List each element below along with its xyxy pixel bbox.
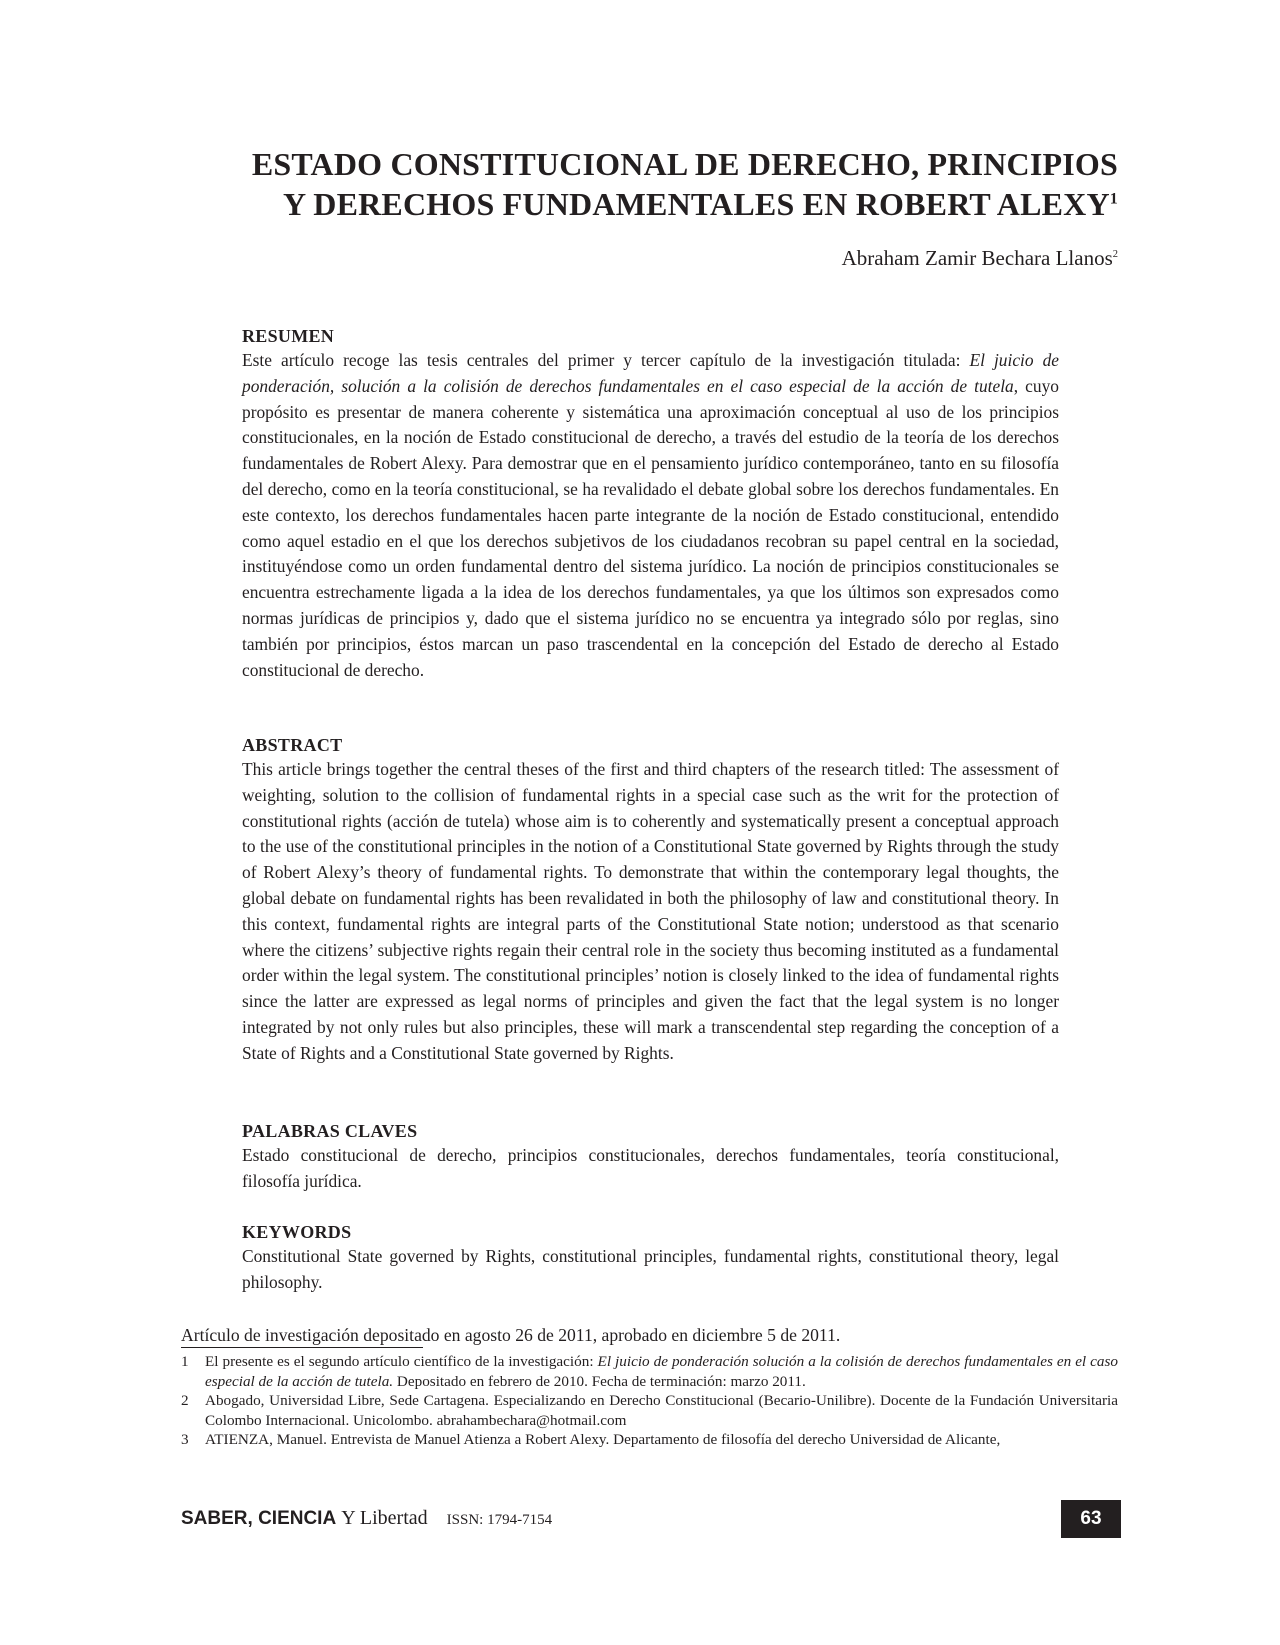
author-name: Abraham Zamir Bechara Llanos xyxy=(841,246,1113,270)
resumen-section xyxy=(242,324,1059,683)
article-title xyxy=(150,144,1118,224)
journal-name-regular: Y Libertad xyxy=(341,1507,428,1529)
footnote-number: 3 xyxy=(181,1431,189,1448)
resumen-heading: RESUMEN xyxy=(242,326,335,346)
footnote-number: 1 xyxy=(181,1353,189,1370)
journal-name-bold: SABER, CIENCIA xyxy=(181,1508,337,1529)
footnote-divider xyxy=(181,1347,423,1348)
footnote-number: 2 xyxy=(181,1392,189,1409)
keywords-section xyxy=(242,1220,1059,1296)
resumen-text-italic: El juicio de ponderación, solución a la colisión de derechos fundamentales en el caso especial de la acción de tutela xyxy=(242,350,1060,396)
footnote-text: El presente es el segundo artículo científico de la investigación: xyxy=(205,1353,598,1370)
footnote-2 xyxy=(181,1391,1118,1430)
resumen-text xyxy=(242,348,1059,683)
keywords-heading: KEYWORDS xyxy=(242,1222,352,1242)
title-line-1: ESTADO CONSTITUCIONAL DE DERECHO, PRINCIPIOS xyxy=(251,146,1118,182)
footnote-text-italic: El juicio de ponderación solución a la colisión de derechos fundamentales en el caso especial de la acción de tutela. xyxy=(205,1353,1118,1390)
keywords-text: Constitutional State governed by Rights, constitutional principles, fundamental rights, constitutional theory, legal philosophy. xyxy=(242,1246,1059,1292)
author xyxy=(600,244,1118,272)
abstract-heading: ABSTRACT xyxy=(242,735,343,755)
palabras-claves-section xyxy=(242,1119,1059,1195)
palabras-claves-heading: PALABRAS CLAVES xyxy=(242,1121,418,1141)
footnote-3 xyxy=(181,1430,1118,1450)
abstract-text: This article brings together the central theses of the first and third chapters of the research titled: The assessment of weighting, solution to the collision of fundamental rights in a special case such as the writ for the protection of constitutional rights (acción de tutela) whose aim is to coherently and systematically present a conceptual approach to the use of the constitutional principles in the notion of a Constitutional State governed by Rights through the study of Robert Alexy’s theory of fundamental rights. To demonstrate that within the contemporary legal thoughts, the global debate on fundamental rights has been revalidated in both the philosophy of law and constitutional theory. In this context, fundamental rights are integral parts of the Constitutional State notion; understood as that scenario where the citizens’ subjective rights regain their central role in the society thus becoming instituted as a fundamental order within the legal system. The constitutional principles’ notion is closely linked to the idea of fundamental rights since the latter are expressed as legal norms of principles and given the fact that the legal system is no longer integrated by not only rules but also principles, these will mark a transcendental step regarding the conception of a State of Rights and a Constitutional State governed by Rights. xyxy=(242,759,1059,1063)
footnote-text: Abogado, Universidad Libre, Sede Cartagena. Especializando en Derecho Constitucional (Becario-Unilibre). Docente de la Fundación Universitaria Colombo Internacional. Unicolombo. abrahambechara@hotmail.com xyxy=(205,1392,1118,1429)
footnote-text: ATIENZA, Manuel. Entrevista de Manuel Atienza a Robert Alexy. Departamento de filosofía del derecho Universidad de Alicante, xyxy=(205,1431,1001,1448)
title-line-2 xyxy=(150,184,1118,224)
issn: ISSN: 1794-7154 xyxy=(446,1512,553,1528)
resumen-text-intro: Este artículo recoge las tesis centrales del primer y tercer capítulo de la investigación titulada: xyxy=(242,350,970,370)
footnotes xyxy=(181,1352,1118,1450)
footnote-text-after: Depositado en febrero de 2010. Fecha de terminación: marzo 2011. xyxy=(393,1372,806,1390)
author-footnote-ref[interactable]: 2 xyxy=(1112,249,1118,260)
abstract-section xyxy=(242,733,1059,1067)
palabras-claves-text: Estado constitucional de derecho, principios constitucionales, derechos fundamentales, teoría constitucional, filosofía jurídica. xyxy=(242,1145,1059,1191)
article-note: Artículo de investigación depositado en agosto 26 de 2011, aprobado en diciembre 5 de 2011. xyxy=(181,1325,841,1345)
page-footer xyxy=(181,1500,1121,1538)
page-number: 63 xyxy=(1061,1500,1121,1538)
title-footnote-ref[interactable]: 1 xyxy=(1109,190,1118,208)
journal-name xyxy=(181,1506,552,1532)
footnote-1 xyxy=(181,1352,1118,1391)
resumen-text-rest: , cuyo propósito es presentar de manera coherente y sistemática una aproximación conceptual al uso de los principios constitucionales, en la noción de Estado constitucional de derecho, a través del estudio de la teoría de los derechos fundamentales de Robert Alexy. Para demostrar que en el pensamiento jurídico contemporáneo, tanto en su filosofía del derecho, como en la teoría constitucional, se ha revalidado el debate global sobre los derechos fundamentales. En este contexto, los derechos fundamentales hacen parte integrante de la noción de Estado constitucional, entendido como aquel estadio en el que los derechos subjetivos de los ciudadanos recobran su papel central en la sociedad, instituyéndose como un orden fundamental dentro del sistema jurídico. La noción de principios constitucionales se encuentra estrechamente ligada a la idea de los derechos fundamentales, ya que los últimos son expresados como normas jurídicas de principios y, dado que el sistema jurídico no se encuentra ya integrado sólo por reglas, sino también por principios, éstos marcan un paso trascendental en la concepción del Estado de derecho al Estado constitucional de derecho. xyxy=(242,375,1059,680)
title-line-2-text: Y DERECHOS FUNDAMENTALES EN ROBERT ALEXY xyxy=(282,186,1110,222)
